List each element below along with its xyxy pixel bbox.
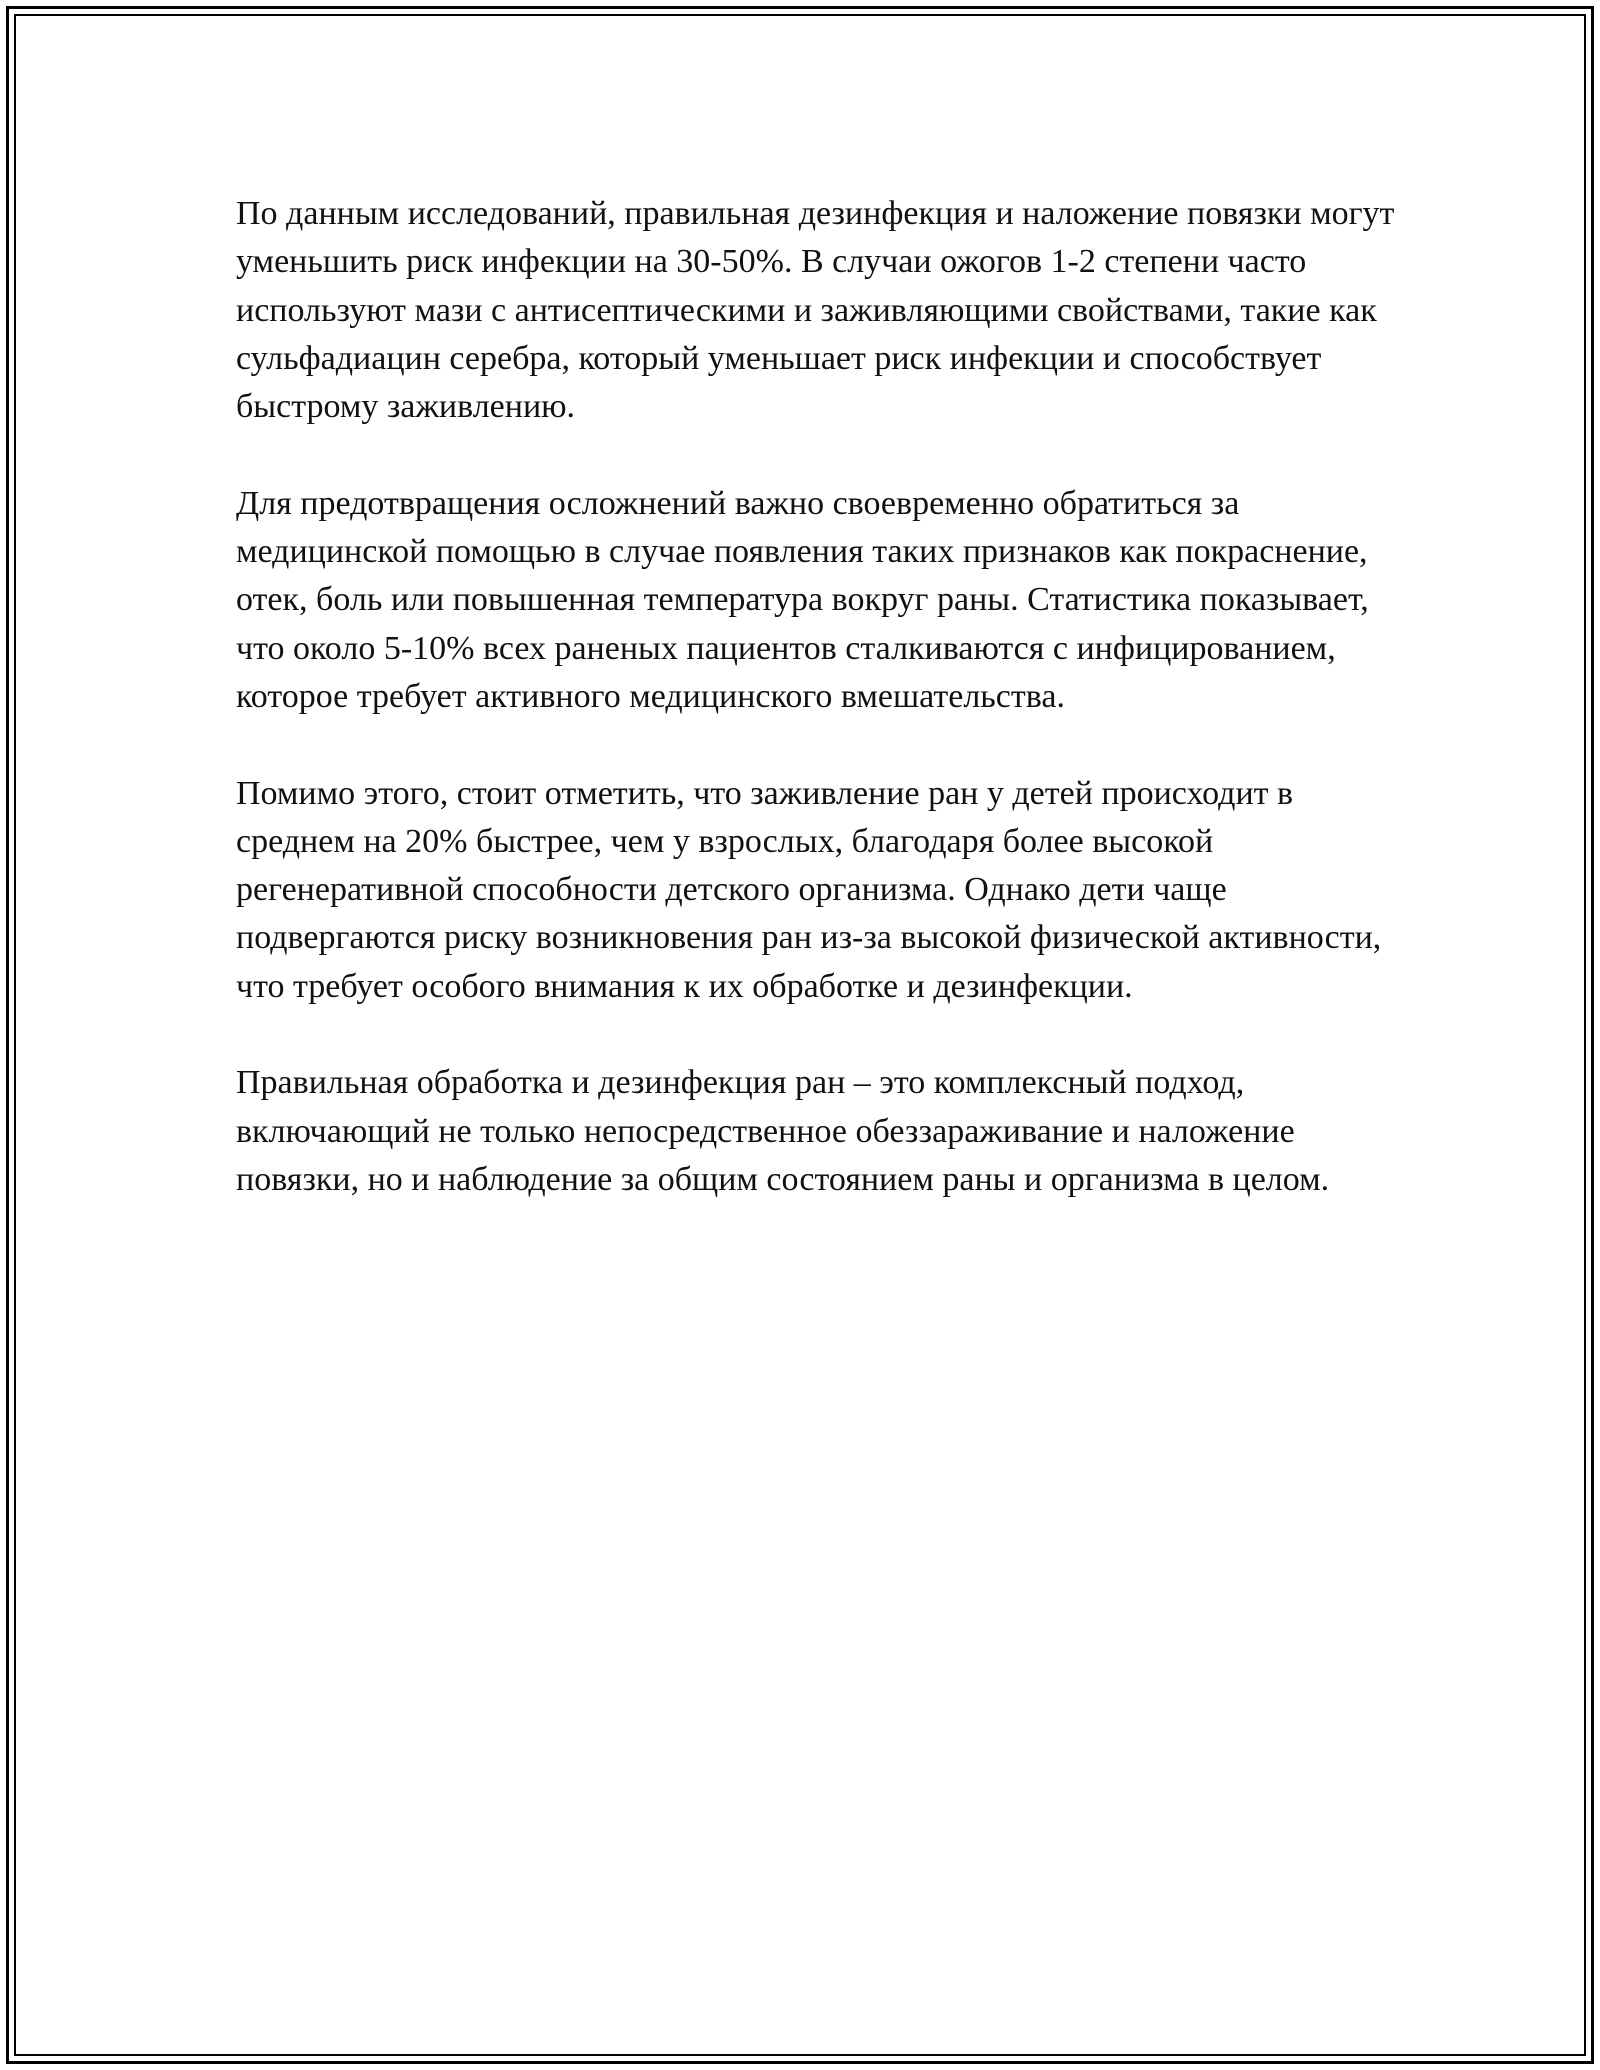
paragraph-1: По данным исследований, правильная дезинфекция и наложение повязки могут уменьшить риск инфекции на 30-50%. В случаи ожогов 1-2 степени часто используют мази с антисептическими и заживляющими свойствами, такие как сульфадиацин серебра, который уменьшает риск инфекции и способствует быстрому заживлению. [236,195,1395,426]
document-body [236,190,1396,1253]
paragraph-4: Правильная обработка и дезинфекция ран – это комплексный подход, включающий не только непосредственное обеззараживание и наложение повязки, но и наблюдение за общим состоянием раны и организма в целом. [236,1064,1330,1198]
paragraph-3: Помимо этого, стоит отметить, что заживление ран у детей происходит в среднем на 20% быстрее, чем у взрослых, благодаря более высокой регенеративной способности детского организма. Однако дети чаще подвергаются риску возникновения ран из-за высокой физической активности, что требует особого внимания к их обработке и дезинфекции. [236,774,1382,1005]
paragraph-2: Для предотвращения осложнений важно своевременно обратиться за медицинской помощью в случае появления таких признаков как покраснение, отек, боль или повышенная температура вокруг раны. Статистика показывает, что около 5-10% всех раненых пациентов сталкиваются с инфицированием, которое требует активного медицинского вмешательства. [236,484,1369,715]
